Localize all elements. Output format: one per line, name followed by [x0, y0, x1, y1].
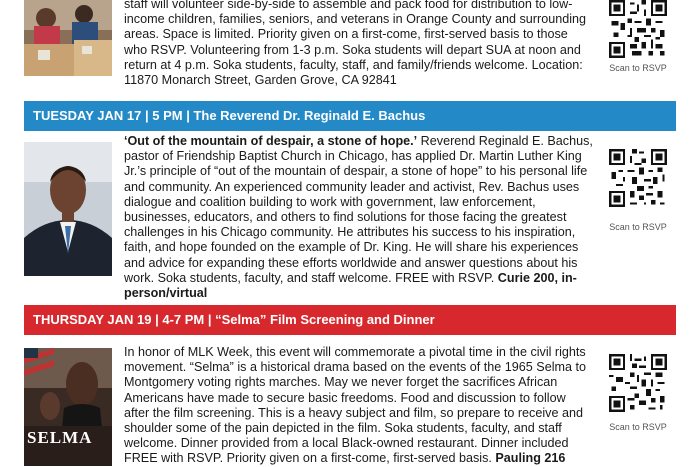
rsvp-qr-code[interactable]: [609, 354, 667, 412]
bachus-description: [124, 134, 594, 301]
selma-poster-title: SELMA: [27, 428, 93, 447]
food-packing-section: [0, 0, 700, 95]
rsvp-qr-code[interactable]: [609, 0, 667, 58]
rsvp-qr-code[interactable]: [609, 149, 667, 207]
selma-section: [0, 342, 700, 466]
selma-body-text: In honor of MLK Week, this event will commemorate a pivotal time in the civil rights movement. “Selma” is a historical drama based on the events of the 1965 Selma to Montgomery voting rights marches. May we never forget the sacrifices African Americans have made to secure basic freedoms. Food and discussion to follow after the film screening. This is a heavy subject and film, so prepare to receive and shoulder some of the pain depicted in the film. Soka students, faculty, and staff welcome. Dinner provided from a local Black-owned restaurant. Dinner included FREE with RSVP. Priority given on a first-come, first-served basis.: [124, 345, 587, 466]
bachus-event-banner: TUESDAY JAN 17 | 5 PM | The Reverend Dr. Reginald E. Bachus: [24, 101, 676, 131]
scan-to-rsvp-label: Scan to RSVP: [609, 422, 667, 432]
bachus-section: [0, 134, 700, 301]
bachus-location: Curie 200, in-person/virtual: [124, 270, 577, 301]
volunteers-photo: [24, 0, 112, 76]
selma-location: Pauling 216: [495, 451, 566, 466]
selma-event-banner: THURSDAY JAN 19 | 4-7 PM | “Selma” Film Screening and Dinner: [24, 305, 676, 335]
bachus-quote: ‘Out of the mountain of despair, a stone of hope.’: [124, 134, 418, 148]
selma-movie-poster: [24, 348, 112, 466]
bachus-portrait-photo: [24, 142, 112, 276]
selma-description: [124, 345, 594, 467]
scan-to-rsvp-label: Scan to RSVP: [609, 63, 667, 73]
food-packing-description: staff will volunteer side-by-side to assemble and pack food for distribution to low-income children, families, seniors, and veterans in Orange County and surrounding areas. Space is limited. Priority given on a first-come, first-served basis to those who RSVP. Volunteering from 1-3 p.m. Soka students will depart SUA at noon and return at 4 p.m. Soka students, faculty, staff, and family/friends welcome. Location: 11870 Monarch Street, Garden Grove, CA 92841: [124, 0, 587, 88]
scan-to-rsvp-label: Scan to RSVP: [609, 222, 667, 232]
bachus-body-text: Reverend Reginald E. Bachus, pastor of Friendship Baptist Church in Chicago, has applied Dr. Martin Luther King Jr.’s principle of “out of the mountain of despair, a stone of hope” to his personal life and community. An experienced community leader and activist, Rev. Bachus uses dialogue and coalition building to work with government, law enforcement, businesses, educators, and others to find solutions for those facing the greatest challenges in his Chicago community. He attributes his success to his inspiration, faith, and hope founded on the example of Dr. King. He will share his experiences and advice for expanding these efforts worldwide and answer questions about his work. Soka students, faculty, and staff welcome. FREE with RSVP.: [124, 134, 593, 285]
